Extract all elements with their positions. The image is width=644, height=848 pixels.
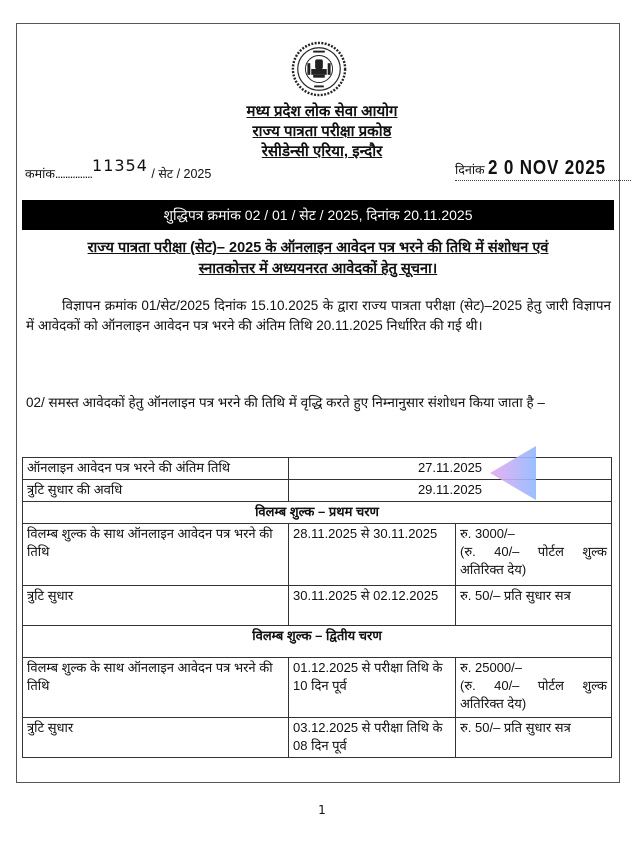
row-period: 30.11.2025 से 02.12.2025	[289, 586, 456, 626]
issue-date	[455, 157, 631, 181]
fee-amount: रु. 25000/–	[460, 660, 522, 675]
row-period: 28.11.2025 से 30.11.2025	[289, 524, 456, 586]
row-label: ऑनलाइन आवेदन पत्र भरने की अंतिम तिथि	[23, 458, 289, 480]
row-label: विलम्ब शुल्क के साथ ऑनलाइन आवेदन पत्र भरने की तिथि	[23, 524, 289, 586]
phase-header-row	[23, 626, 612, 658]
fee-amount: रु. 3000/–	[460, 526, 515, 541]
fee-note: (रु. 40/– पोर्टल शुल्क अतिरिक्त देय)	[460, 678, 607, 711]
phase-2-title: विलम्ब शुल्क – द्वितीय चरण	[23, 626, 612, 658]
date-label: दिनांक	[455, 163, 485, 177]
cell-name: राज्य पात्रता परीक्षा प्रकोष्ठ	[252, 123, 392, 140]
commission-name: मध्य प्रदेश लोक सेवा आयोग	[246, 103, 398, 120]
paragraph-2: 02/ समस्त आवेदकों हेतु ऑनलाइन पत्र भरने की तिथि में वृद्धि करते हुए निम्नानुसार संशोधन किया जाता है –	[26, 395, 545, 410]
phase-1-title: विलम्ब शुल्क – प्रथम चरण	[23, 502, 612, 524]
corrigendum-banner: शुद्धिपत्र क्रमांक 02 / 01 / सेट / 2025, दिनांक 20.11.2025	[22, 200, 614, 230]
subject-line-2: स्नातकोत्तर में अध्ययनरत आवेदकों हेतु सूचना।	[198, 261, 438, 277]
row-value: 29.11.2025	[289, 480, 612, 502]
row-fee: रु. 50/– प्रति सुधार सत्र	[456, 718, 612, 758]
table-row	[23, 718, 612, 758]
row-fee: रु. 50/– प्रति सुधार सत्र	[456, 586, 612, 626]
subject-line-1: राज्य पात्रता परीक्षा (सेट)– 2025 के ऑनलाइन आवेदन पत्र भरने की तिथि में संशोधन एवं	[87, 240, 549, 256]
table-row	[23, 658, 612, 718]
emblem-icon	[290, 40, 348, 98]
fee-note: (रु. 40/– पोर्टल शुल्क अतिरिक्त देय)	[460, 544, 607, 577]
row-fee	[456, 524, 612, 586]
table-row	[23, 524, 612, 586]
reference-label: कमांक	[25, 167, 55, 181]
paragraph-1: विज्ञापन क्रमांक 01/सेट/2025 दिनांक 15.10.2025 के द्वारा राज्य पात्रता परीक्षा (सेट)–2025 हेतु जारी विज्ञापन में आवेदकों को ऑनलाइन आवेदन पत्र भरने की अंतिम तिथि 20.11.2025 निर्धारित की गई थी।	[26, 298, 611, 333]
cursor-triangle-icon	[490, 446, 538, 500]
row-period: 01.12.2025 से परीक्षा तिथि के 10 दिन पूर्व	[289, 658, 456, 718]
row-label: त्रुटि सुधार की अवधि	[23, 480, 289, 502]
row-label: विलम्ब शुल्क के साथ ऑनलाइन आवेदन पत्र भरने की तिथि	[23, 658, 289, 718]
reference-number	[25, 156, 212, 182]
table-row	[23, 586, 612, 626]
row-fee	[456, 658, 612, 718]
row-value: 27.11.2025	[289, 458, 612, 480]
office-header	[0, 102, 644, 162]
notice-subject	[24, 238, 612, 280]
page-number: 1	[318, 803, 326, 817]
row-label: त्रुटि सुधार	[23, 718, 289, 758]
row-label: त्रुटि सुधार	[23, 586, 289, 626]
schedule-table	[22, 457, 612, 758]
reference-dots: ...............	[54, 167, 93, 181]
row-period: 03.12.2025 से परीक्षा तिथि के 08 दिन पूर्व	[289, 718, 456, 758]
reference-suffix: / सेट / 2025	[151, 167, 212, 181]
phase-header-row	[23, 502, 612, 524]
office-address: रेसीडेन्सी एरिया, इन्दौर	[261, 143, 383, 160]
date-stamp: 2 0 NOV 2025	[488, 157, 607, 179]
reference-handwritten-number: 11354	[92, 156, 148, 175]
